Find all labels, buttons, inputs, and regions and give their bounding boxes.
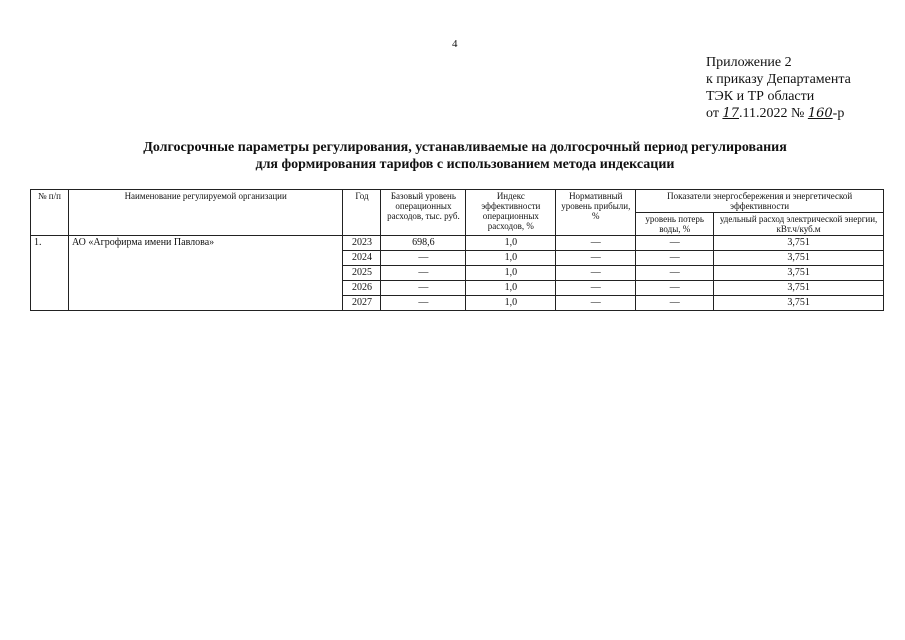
cell-elec: 3,751 [714,281,884,296]
cell-loss: — [636,281,714,296]
cell-base: — [381,296,466,311]
header-electricity: удельный расход электрической энергии, кВт.ч/куб.м [714,213,884,236]
header-num: № п/п [31,190,69,236]
cell-profit: — [556,236,636,251]
cell-year: 2027 [343,296,381,311]
cell-index: 1,0 [466,296,556,311]
cell-loss: — [636,236,714,251]
page-number: 4 [452,38,458,50]
appendix-line-3: ТЭК и ТР области [706,89,815,104]
title-line-1: Долгосрочные параметры регулирования, устанавливаемые на долгосрочный период регулирования [143,140,787,155]
title-line-2: для формирования тарифов с использованием метода индексации [255,157,675,172]
header-water-loss: уровень потерь воды, % [636,213,714,236]
date-prefix: от [706,106,719,121]
date-day-handwritten: 17 [722,106,739,121]
organization-name: АО «Агрофирма имени Павлова» [68,236,343,311]
cell-index: 1,0 [466,281,556,296]
header-org: Наименование регулируемой организации [68,190,343,236]
cell-loss: — [636,251,714,266]
cell-loss: — [636,296,714,311]
appendix-date-line [706,105,851,122]
order-number-handwritten: 160 [807,106,833,121]
appendix-line-1: Приложение 2 [706,55,792,70]
cell-elec: 3,751 [714,236,884,251]
cell-year: 2026 [343,281,381,296]
date-rest: .11.2022 № [738,106,805,121]
document-title [70,139,860,173]
cell-profit: — [556,296,636,311]
cell-index: 1,0 [466,266,556,281]
cell-elec: 3,751 [714,251,884,266]
cell-base: — [381,251,466,266]
cell-base: — [381,266,466,281]
table-row [31,236,884,251]
cell-year: 2025 [343,266,381,281]
cell-profit: — [556,281,636,296]
cell-year: 2024 [343,251,381,266]
cell-index: 1,0 [466,251,556,266]
header-profit-level: Нормативный уровень прибыли, % [556,190,636,236]
row-number: 1. [31,236,69,311]
cell-base: — [381,281,466,296]
cell-loss: — [636,266,714,281]
order-suffix: -р [832,106,845,121]
header-energy-group: Показатели энергосбережения и энергетической эффективности [636,190,884,213]
appendix-line-2: к приказу Департамента [706,72,851,87]
cell-elec: 3,751 [714,296,884,311]
cell-base: 698,6 [381,236,466,251]
cell-year: 2023 [343,236,381,251]
appendix-block [706,54,851,122]
cell-profit: — [556,266,636,281]
header-base-level: Базовый уровень операционных расходов, тыс. руб. [381,190,466,236]
cell-index: 1,0 [466,236,556,251]
header-year: Год [343,190,381,236]
header-efficiency-index: Индекс эффективности операционных расходов, % [466,190,556,236]
cell-elec: 3,751 [714,266,884,281]
cell-profit: — [556,251,636,266]
parameters-table [30,189,884,311]
